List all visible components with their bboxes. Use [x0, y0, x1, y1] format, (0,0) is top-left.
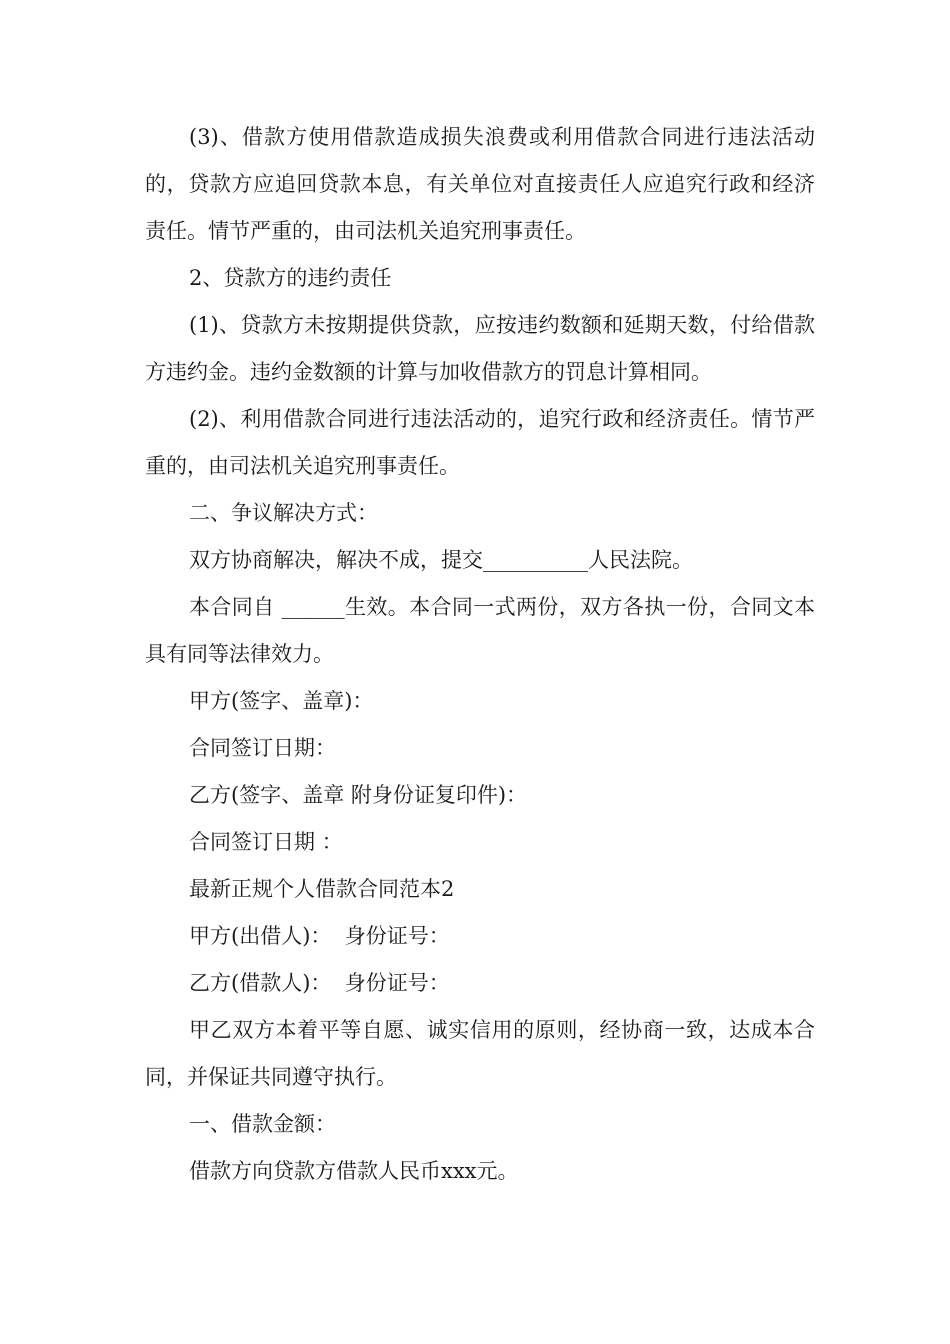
- clause-1-late-loan-penalty: (1)、贷款方未按期提供贷款，应按违约数额和延期天数，付给借款方违约金。违约金数额的计算与加收借款方的罚息计算相同。: [145, 313, 815, 384]
- party-b-borrower-id: 乙方(借款人)： 身份证号：: [189, 971, 450, 995]
- clause-3-lender-loss-liability: (3)、借款方使用借款造成损失浪费或利用借款合同进行违法活动的，贷款方应追回贷款本息，有关单位对直接责任人应追究行政和经济责任。情节严重的，由司法机关追究刑事责任。: [145, 125, 815, 243]
- contract-template-title: 最新正规个人借款合同范本2: [189, 877, 455, 901]
- document-body: [145, 114, 815, 1195]
- party-a-lender-id: 甲方(出借人)： 身份证号：: [189, 924, 450, 948]
- dispute-resolution-text: 双方协商解决，解决不成，提交__________人民法院。: [189, 548, 693, 572]
- section-loan-amount-heading: 一、借款金额：: [189, 1112, 336, 1136]
- party-b-signature: 乙方(签字、盖章 附身份证复印件)：: [189, 783, 528, 807]
- section-lender-default-heading: 2、贷款方的违约责任: [189, 266, 392, 290]
- section-dispute-resolution-heading: 二、争议解决方式：: [189, 501, 378, 525]
- contract-effect-text: 本合同自 ______生效。本合同一式两份，双方各执一份，合同文本具有同等法律效力。: [145, 595, 815, 666]
- party-b-sign-date: 合同签订日期 ：: [189, 830, 343, 854]
- loan-amount-text: 借款方向贷款方借款人民币xxx元。: [189, 1159, 519, 1183]
- party-a-sign-date: 合同签订日期：: [189, 736, 336, 760]
- clause-2-illegal-activity: (2)、利用借款合同进行违法活动的，追究行政和经济责任。情节严重的，由司法机关追究刑事责任。: [145, 407, 815, 478]
- contract-preamble: 甲乙双方本着平等自愿、诚实信用的原则，经协商一致，达成本合同，并保证共同遵守执行。: [145, 1018, 815, 1089]
- party-a-signature: 甲方(签字、盖章)：: [189, 689, 374, 713]
